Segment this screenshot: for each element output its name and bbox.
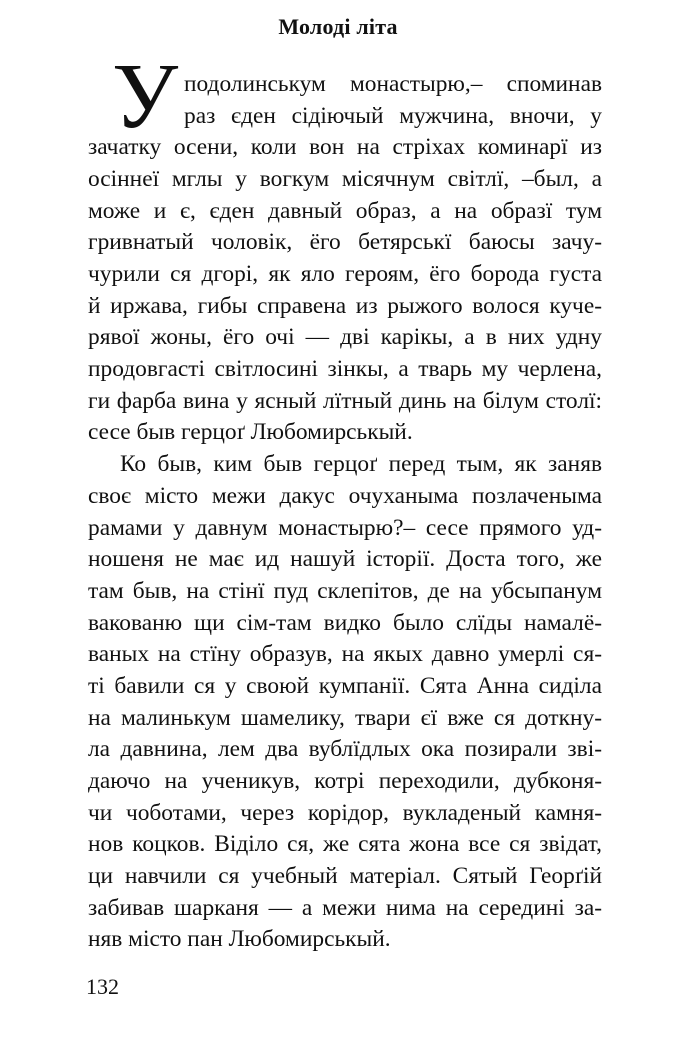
text-line: ги фарба вина у ясный лїтный динь на білум столї: xyxy=(88,387,602,414)
text-line: ла давнина, лем два вублїдлых ока позирали звi- xyxy=(88,736,602,763)
text-line: даючо на ученикув, котрі переходили, дубконя- xyxy=(88,767,602,794)
text-line: зачатку осени, коли вон на стріхах коминарї из xyxy=(88,134,602,161)
text-line: ті бавили ся у своюй кумпанії. Сята Анна сиділа xyxy=(88,672,602,699)
text-line: подолинськум монастырю,– споминав xyxy=(184,71,602,97)
text-line: ваных на стїну образув, на якых давно умерлі ся- xyxy=(88,641,602,668)
text-line: чурили ся дгорі, як яло героям, ёго борода густа xyxy=(88,261,602,288)
text-line: нов коцков. Віділо ся, же сята жона все ся звідат, xyxy=(88,831,602,858)
text-line: своє місто межи дакус очуханыма позлаченыма xyxy=(88,482,602,509)
text-line: осіннеї мглы у вогкум місячнум світлї, –был, а xyxy=(88,166,602,193)
text-line: ци навчили ся учебный матеріал. Сятый Георґій xyxy=(88,862,602,889)
text-line: може и є, єден давный образ, а на образї тум xyxy=(88,197,602,224)
running-head: Молоді літа xyxy=(278,14,398,39)
text-line: вакованю щи сім-там видко было слїды намалё- xyxy=(88,609,602,636)
text-line: раз єден сідіючый мужчина, вночи, у xyxy=(184,102,602,129)
drop-cap: У xyxy=(112,45,179,148)
text-line: Ко быв, ким быв герцоґ перед тым, як заняв xyxy=(120,451,602,478)
text-line: няв місто пан Любомирськый. xyxy=(88,926,391,953)
text-line: сесе быв герцоґ Любомирськый. xyxy=(88,419,413,446)
page-number: 132 xyxy=(86,974,119,999)
text-line: забивав шарканя — а межи нима на середині за- xyxy=(88,894,602,921)
text-line: рамами у давнум монастырю?– сесе прямого уд- xyxy=(88,514,602,541)
text-line: ношеня не має ид нашуй історії. Доста того, же xyxy=(88,546,602,573)
text-line: там быв, на стінї пуд склепітов, де на убсыпанум xyxy=(88,577,602,604)
text-line: на малинькум шамелику, твари єї вже ся доткну- xyxy=(88,704,602,731)
text-line: рявої жоны, ёго очі — дві карікы, а в них удну xyxy=(88,324,602,351)
text-line: гривнатый чоловік, ёго бетярськї баюсы зачу- xyxy=(88,229,602,256)
text-line: продовгасті світлосині зінкы, а тварь му черлена, xyxy=(88,356,602,383)
text-line: чи чоботами, через корідор, вукладеный камня- xyxy=(88,799,602,826)
text-line: й иржава, гибы справена из рыжого волося куче- xyxy=(88,292,602,319)
